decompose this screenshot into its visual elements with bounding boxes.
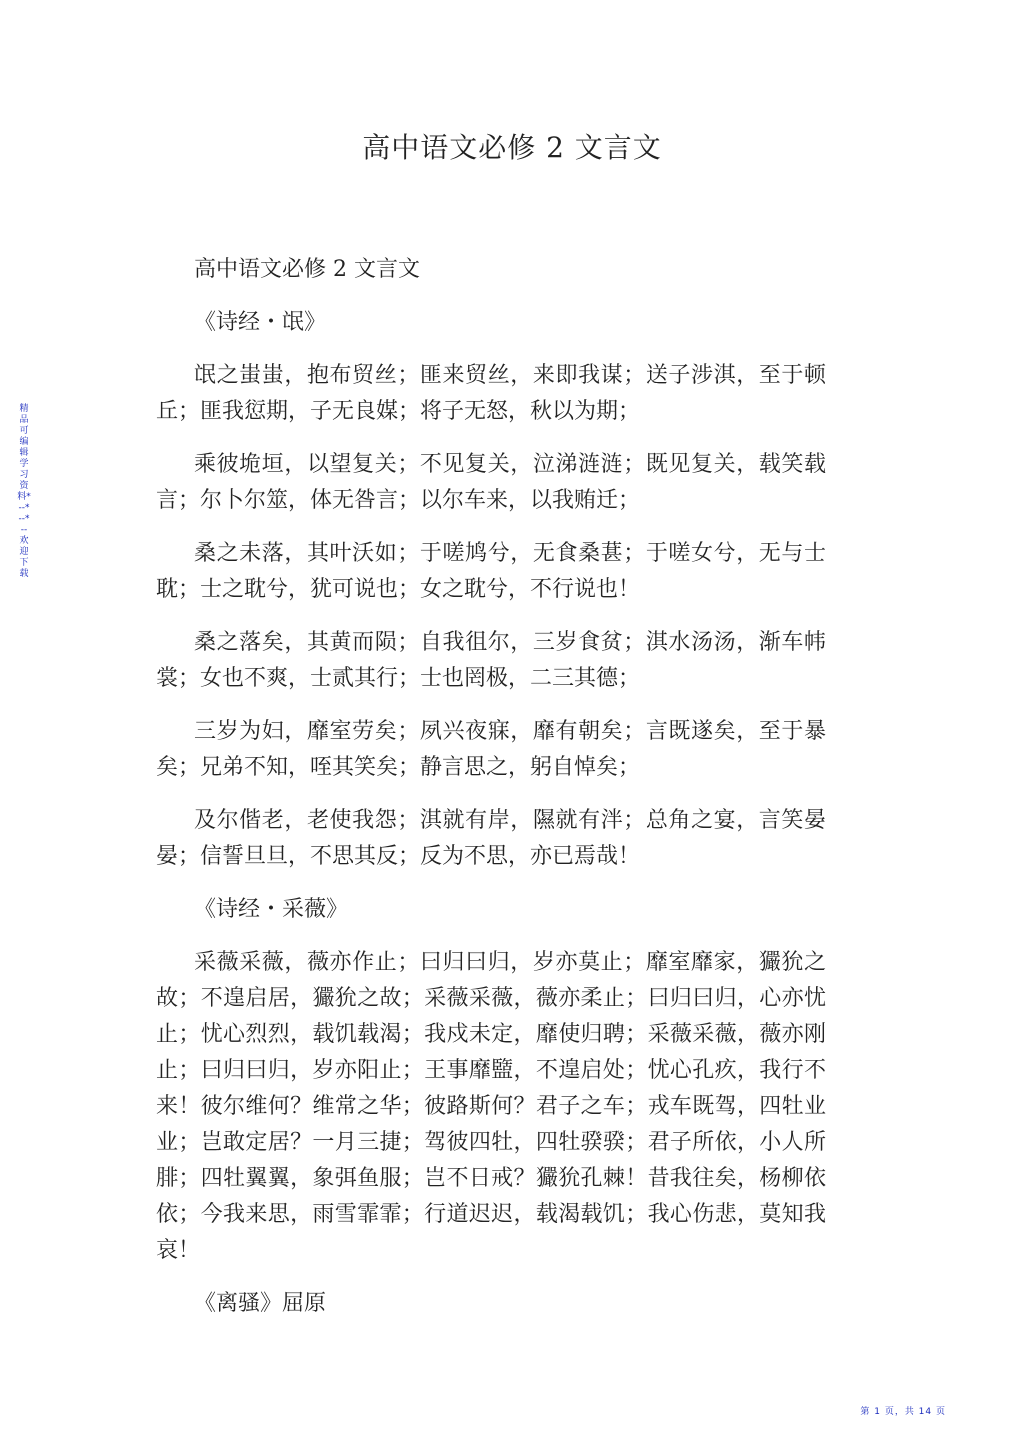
section-heading-caiwei: 《诗经・采薇》 (194, 897, 349, 922)
paragraph: 采薇采薇，薇亦作止；曰归曰归，岁亦莫止；靡室靡家，玁狁之故；不遑启居，玁狁之故；采薇采薇，薇亦柔止；曰归曰归，心亦忧止；忧心烈烈，载饥载渴；我戍未定，靡使归聘；采薇采薇，薇亦刚止；曰归曰归，岁亦阳止；王事靡盬，不遑启处；忧心孔疚，我行不来！彼尔维何？维常之华；彼路斯何？君子之车；戎车既驾，四牡业业；岂敢定居？一月三捷；驾彼四牡，四牡骙骙；君子所依，小人所腓；四牡翼翼，象弭鱼服；岂不日戒？玁狁孔棘！昔我往矣，杨柳依依；今我来思，雨雪霏霏；行道迟迟，载渴载饥；我心伤悲，莫知我哀！ (156, 950, 826, 1263)
paragraph: 桑之未落，其叶沃如；于嗟鸠兮，无食桑葚；于嗟女兮，无与士耽；士之耽兮，犹可说也；女之耽兮，不行说也！ (156, 541, 826, 602)
document-subtitle: 高中语文必修 2 文言文 (194, 257, 420, 282)
paragraph: 乘彼垝垣，以望复关；不见复关，泣涕涟涟；既见复关，载笑载言；尔卜尔筮，体无咎言；以尔车来，以我贿迁； (156, 452, 826, 513)
paragraph: 氓之蚩蚩，抱布贸丝；匪来贸丝，来即我谋；送子涉淇，至于顿丘；匪我愆期，子无良媒；将子无怒，秋以为期； (156, 363, 826, 424)
page-title: 高中语文必修 2 文言文 (362, 131, 662, 164)
side-watermark: 精品可编辑学习资料*--*--*--欢迎下载 (17, 404, 31, 579)
document-body (156, 252, 826, 1339)
section-heading-mang: 《诗经・氓》 (194, 310, 327, 335)
paragraph: 及尔偕老，老使我怨；淇就有岸，隰就有泮；总角之宴，言笑晏晏；信誓旦旦，不思其反；反为不思，亦已焉哉！ (156, 808, 826, 869)
paragraph: 三岁为妇，靡室劳矣；夙兴夜寐，靡有朝矣；言既遂矣，至于暴矣；兄弟不知，咥其笑矣；静言思之，躬自悼矣； (156, 719, 826, 780)
page-number-footer: 第 1 页，共 14 页 (860, 1407, 946, 1417)
section-heading-lisao: 《离骚》屈原 (194, 1291, 327, 1316)
paragraph: 桑之落矣，其黄而陨；自我徂尔，三岁食贫；淇水汤汤，渐车帏裳；女也不爽，士贰其行；士也罔极，二三其德； (156, 630, 826, 691)
